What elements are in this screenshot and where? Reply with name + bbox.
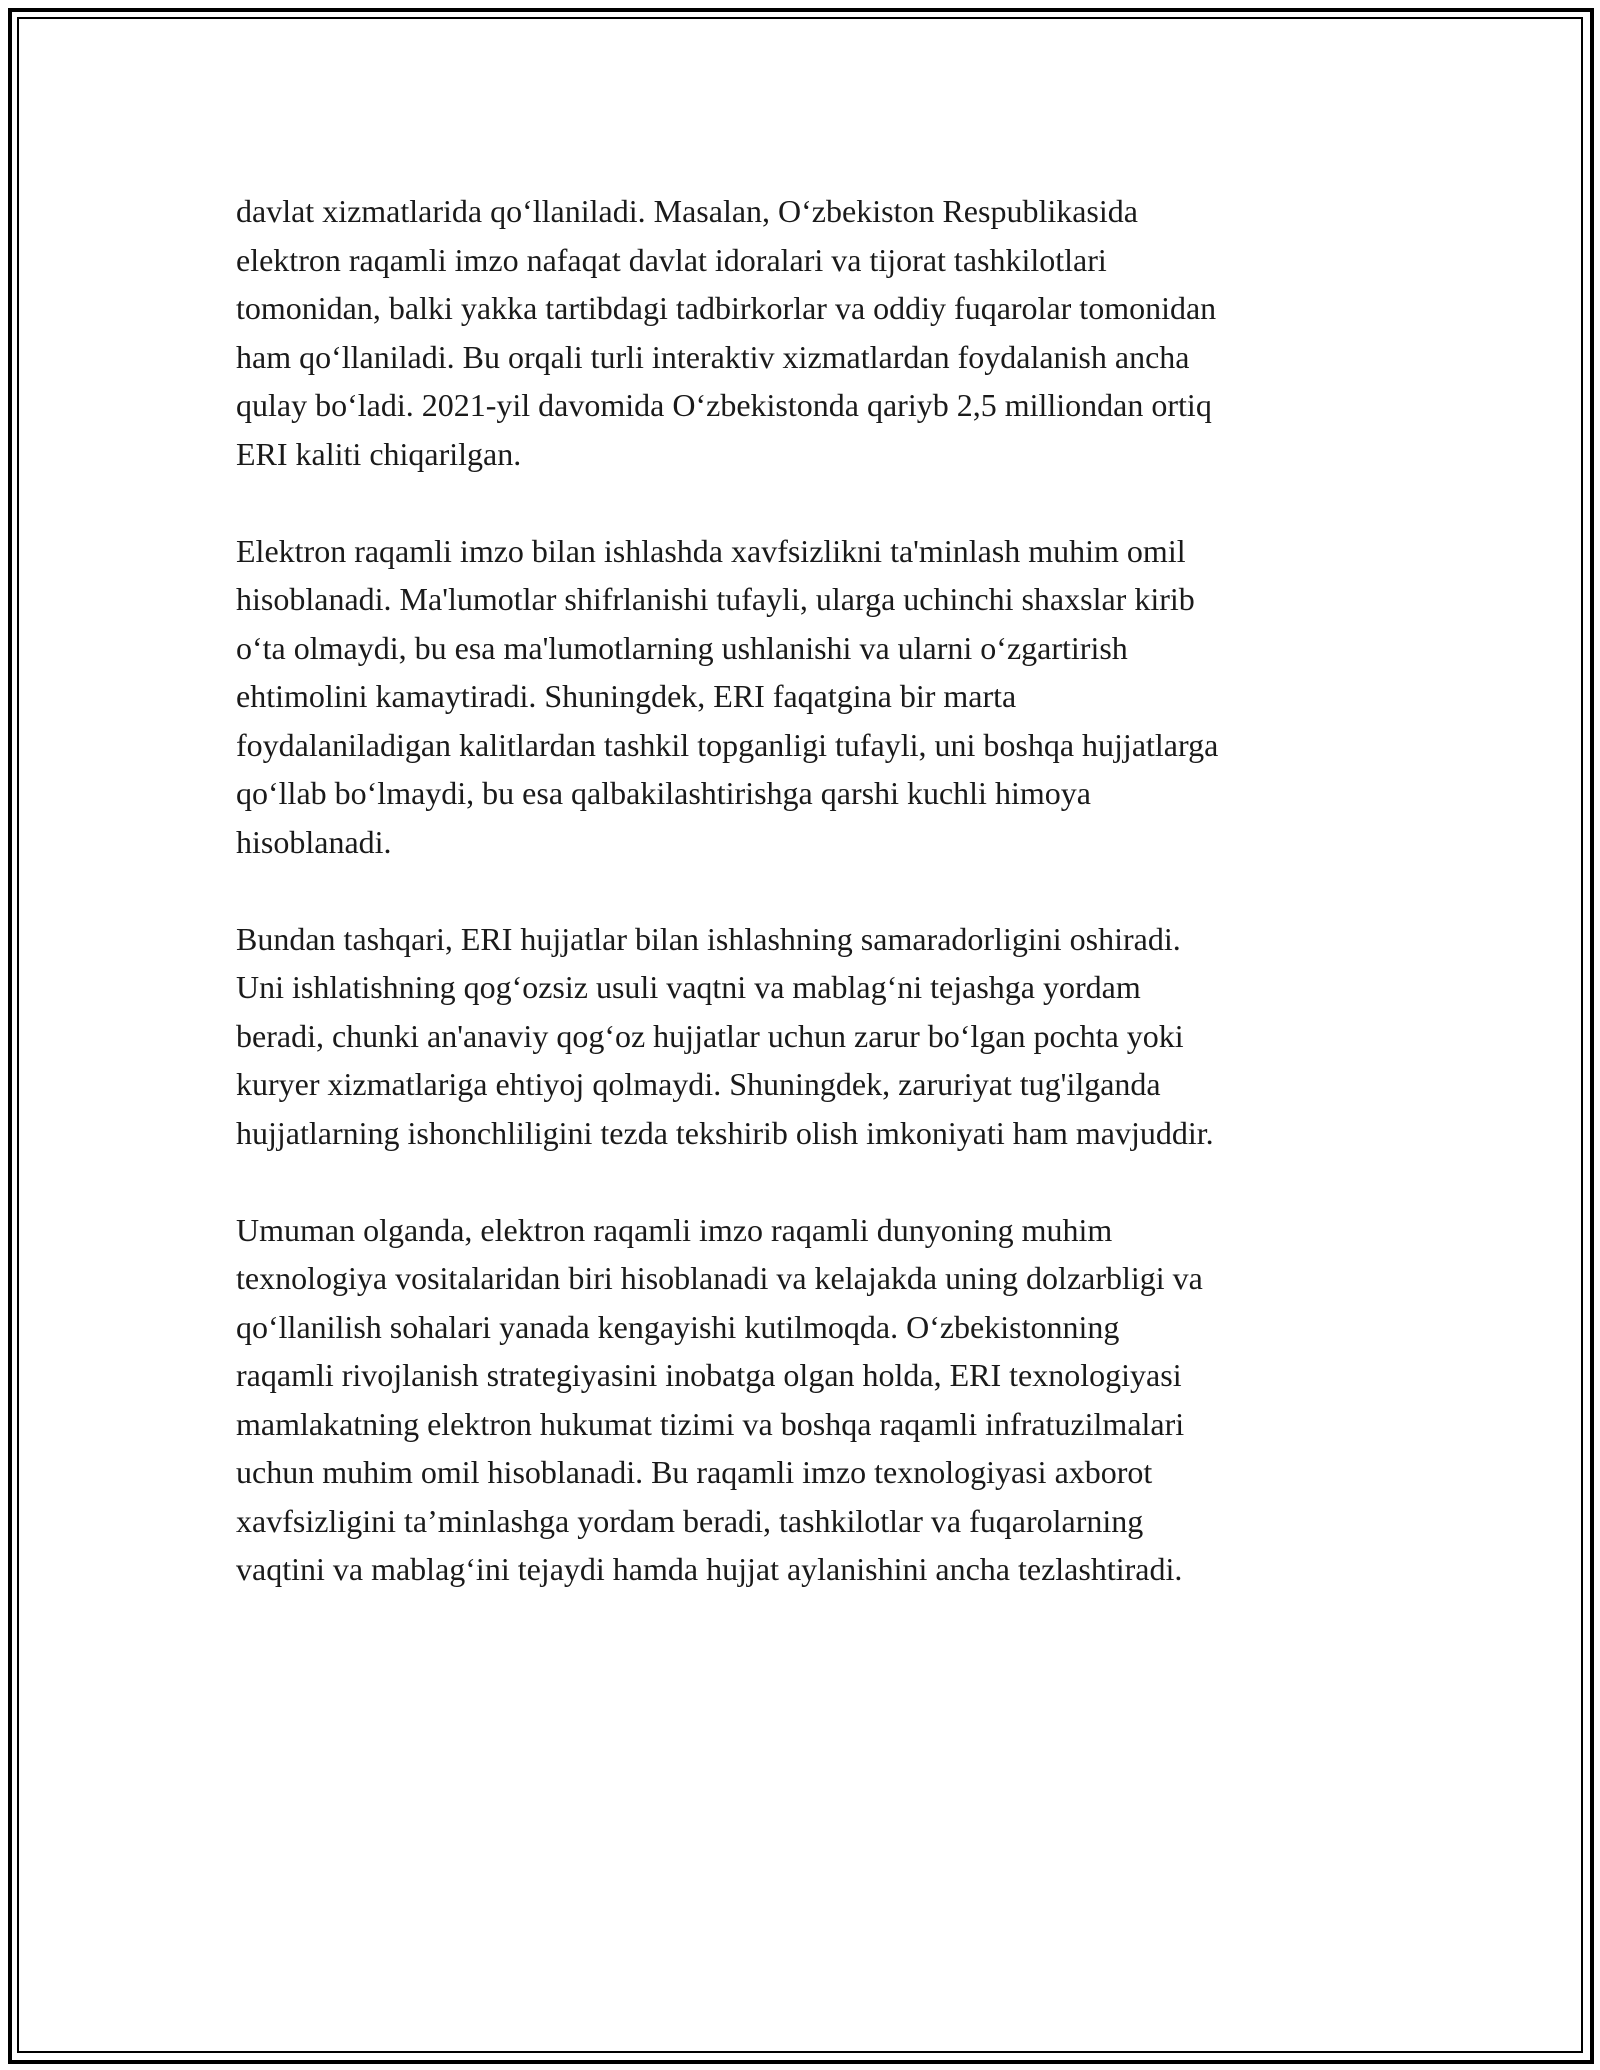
paragraph-3: Bundan tashqari, ERI hujjatlar bilan ishlashning samaradorligini oshiradi. Uni ishlatishning qog‘ozsiz usuli vaqtni va mablag‘ni tejashga yordam beradi, chunki an'anaviy qog‘oz hujjatlar uchun zarur bo‘lgan pochta yoki kuryer xizmatlariga ehtiyoj qolmaydi. Shuningdek, zaruriyat tug'ilganda hujjatlarning ishonchliligini tezda tekshirib olish imkoniyati ham mavjuddir. xyxy=(236,920,1214,1151)
document-body xyxy=(236,187,1416,1642)
paragraph-4: Umuman olganda, elektron raqamli imzo raqamli dunyoning muhim texnologiya vositalaridan biri hisoblanadi va kelajakda uning dolzarbligi va qo‘llanilish sohalari yanada kengayishi kutilmoqda. O‘zbekistonning raqamli rivojlanish strategiyasini inobatga olgan holda, ERI texnologiyasi mamlakatning elektron hukumat tizimi va boshqa raqamli infratuzilmalari uchun muhim omil hisoblanadi. Bu raqamli imzo texnologiyasi axborot xavfsizligini ta’minlashga yordam beradi, tashkilotlar va fuqarolarning vaqtini va mablag‘ini tejaydi hamda hujjat aylanishini ancha tezlashtiradi. xyxy=(236,1211,1203,1587)
paragraph-2: Elektron raqamli imzo bilan ishlashda xavfsizlikni ta'minlash muhim omil hisoblanadi. Ma'lumotlar shifrlanishi tufayli, ularga uchinchi shaxslar kirib o‘ta olmaydi, bu esa ma'lumotlarning ushlanishi va ularni o‘zgartirish ehtimolini kamaytiradi. Shuningdek, ERI faqatgina bir marta foydalaniladigan kalitlardan tashkil topganligi tufayli, uni boshqa hujjatlarga qo‘llab bo‘lmaydi, bu esa qalbakilashtirishga qarshi kuchli himoya hisoblanadi. xyxy=(236,532,1219,860)
paragraph-1: davlat xizmatlarida qo‘llaniladi. Masalan, O‘zbekiston Respublikasida elektron raqamli imzo nafaqat davlat idoralari va tijorat tashkilotlari tomonidan, balki yakka tartibdagi tadbirkorlar va oddiy fuqarolar tomonidan ham qo‘llaniladi. Bu orqali turli interaktiv xizmatlardan foydalanish ancha qulay bo‘ladi. 2021-yil davomida O‘zbekistonda qariyb 2,5 milliondan ortiq ERI kaliti chiqarilgan. xyxy=(236,193,1217,472)
